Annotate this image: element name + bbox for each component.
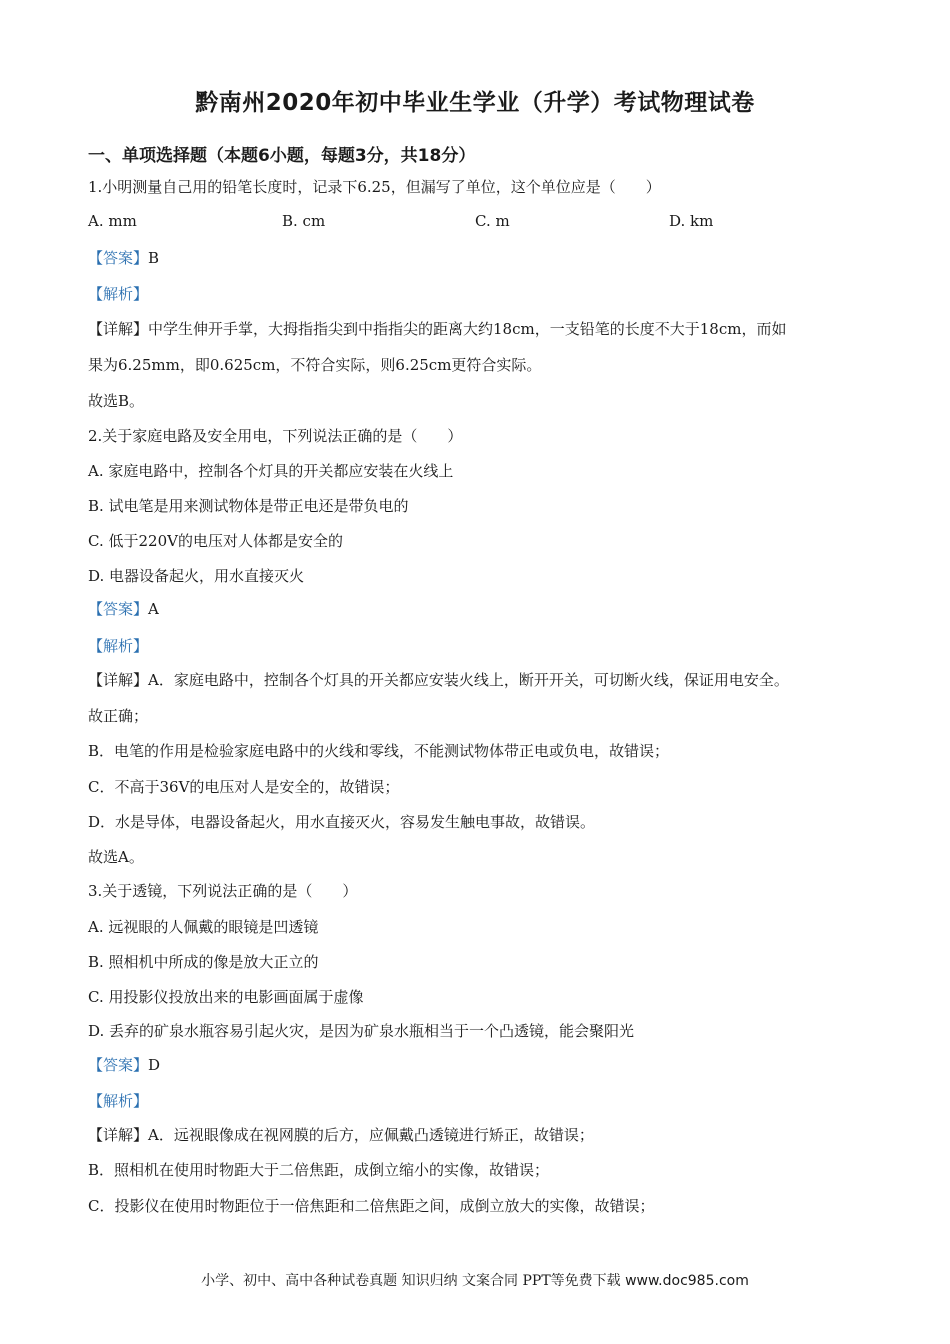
question-1: 1.小明测量自己用的铅笔长度时，记录下6.25，但漏写了单位，这个单位应是（ ） bbox=[88, 178, 661, 196]
answer-tag: 【答案】 bbox=[88, 600, 149, 618]
option-d: D. km bbox=[669, 212, 714, 230]
detail-text: 中学生伸开手掌，大拇指指尖到中指指尖的距离大约18cm，一支铅笔的长度不大于18cm，而如 bbox=[148, 320, 787, 338]
page-footer bbox=[0, 1270, 950, 1290]
section-header: 一、单项选择题（本题6小题，每题3分，共18分） bbox=[88, 146, 476, 166]
question-2-option-b: B. 试电笔是用来测试物体是带正电还是带负电的 bbox=[88, 497, 409, 515]
question-2-option-d: D. 电器设备起火，用水直接灭火 bbox=[88, 567, 305, 585]
question-2: 2.关于家庭电路及安全用电，下列说法正确的是（ ） bbox=[88, 427, 463, 445]
answer-1 bbox=[88, 247, 159, 268]
conclusion-2: 故选A。 bbox=[88, 848, 144, 866]
question-3-option-d: D. 丢弃的矿泉水瓶容易引起火灾，是因为矿泉水瓶相当于一个凸透镜，能会聚阳光 bbox=[88, 1022, 635, 1040]
detail-text: A．远视眼像成在视网膜的后方，应佩戴凸透镜进行矫正，故错误； bbox=[148, 1126, 594, 1144]
option-b: B. cm bbox=[282, 212, 326, 230]
detail-2-line-5: D．水是导体，电器设备起火，用水直接灭火，容易发生触电事故，故错误。 bbox=[88, 813, 596, 831]
answer-tag: 【答案】 bbox=[88, 1056, 149, 1074]
answer-3 bbox=[88, 1054, 160, 1075]
detail-text: A．家庭电路中，控制各个灯具的开关都应安装火线上，断开开关，可切断火线，保证用电安全。 bbox=[148, 671, 789, 689]
option-a: A. mm bbox=[88, 212, 137, 230]
footer-link[interactable]: www.doc985.com bbox=[625, 1273, 749, 1289]
question-2-option-c: C. 低于220V的电压对人体都是安全的 bbox=[88, 532, 343, 550]
answer-value: B bbox=[148, 249, 160, 267]
detail-tag: 【详解】 bbox=[88, 671, 149, 689]
analysis-tag-2: 【解析】 bbox=[88, 637, 149, 655]
detail-3-line-1 bbox=[88, 1124, 594, 1145]
detail-tag: 【详解】 bbox=[88, 1126, 149, 1144]
detail-1-line-1 bbox=[88, 318, 786, 339]
detail-tag: 【详解】 bbox=[88, 320, 149, 338]
detail-2-line-3: B．电笔的作用是检验家庭电路中的火线和零线，不能测试物体带正电或负电，故错误； bbox=[88, 742, 670, 760]
question-3-option-b: B. 照相机中所成的像是放大正立的 bbox=[88, 953, 319, 971]
question-3-option-c: C. 用投影仪投放出来的电影画面属于虚像 bbox=[88, 988, 364, 1006]
question-3: 3.关于透镜，下列说法正确的是（ ） bbox=[88, 882, 358, 900]
answer-value: A bbox=[148, 600, 159, 618]
analysis-tag-3: 【解析】 bbox=[88, 1092, 149, 1110]
detail-2-line-4: C．不高于36V的电压对人是安全的，故错误； bbox=[88, 778, 400, 796]
option-c: C. m bbox=[475, 212, 510, 230]
detail-3-line-3: C．投影仪在使用时物距位于一倍焦距和二倍焦距之间，成倒立放大的实像，故错误； bbox=[88, 1197, 655, 1215]
answer-tag: 【答案】 bbox=[88, 249, 149, 267]
analysis-tag-1: 【解析】 bbox=[88, 285, 149, 303]
conclusion-1: 故选B。 bbox=[88, 392, 145, 410]
detail-1-line-2: 果为6.25mm，即0.625cm，不符合实际，则6.25cm更符合实际。 bbox=[88, 356, 542, 374]
page-title: 黔南州2020年初中毕业生学业（升学）考试物理试卷 bbox=[195, 90, 755, 116]
detail-2-line-2: 故正确； bbox=[88, 707, 149, 725]
answer-2 bbox=[88, 598, 159, 619]
footer-text: 小学、初中、高中各种试卷真题 知识归纳 文案合同 PPT等免费下载 bbox=[201, 1273, 621, 1289]
answer-value: D bbox=[148, 1056, 161, 1074]
detail-3-line-2: B．照相机在使用时物距大于二倍焦距，成倒立缩小的实像，故错误； bbox=[88, 1161, 550, 1179]
question-2-option-a: A. 家庭电路中，控制各个灯具的开关都应安装在火线上 bbox=[88, 462, 454, 480]
question-3-option-a: A. 远视眼的人佩戴的眼镜是凹透镜 bbox=[88, 918, 319, 936]
detail-2-line-1 bbox=[88, 669, 789, 690]
